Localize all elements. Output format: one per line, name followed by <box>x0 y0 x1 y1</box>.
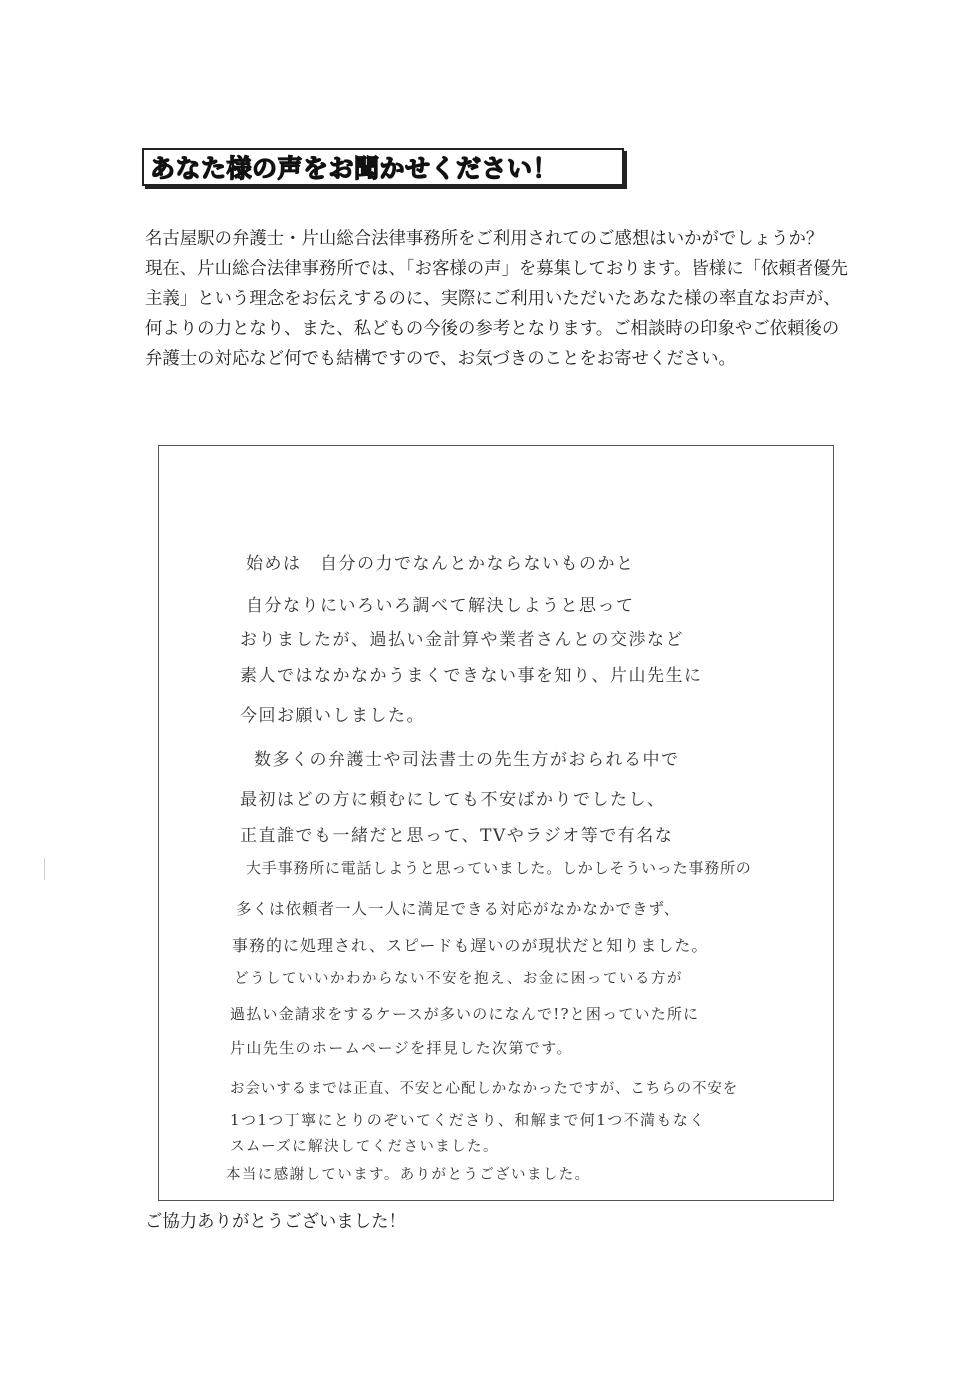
handwritten-line: 大手事務所に電話しようと思っていました。しかしそういった事務所の <box>246 859 752 877</box>
handwritten-line: どうしていいかわからない不安を抱え、お金に困っている方が <box>234 971 683 987</box>
intro-paragraph-2: 現在、片山総合法律事務所では、「お客様の声」を募集しております。皆様に「依頼者優先主義」という理念をお伝えするのに、実際にご利用いただいたあなた様の率直なお声が、何よりの力となり、また、私どもの今後の参考となります。ご相談時の印象やご依頼後の弁護士の対応など何でも結構ですので、お気づきのことをお寄せください。 <box>145 259 848 369</box>
handwritten-line: 自分なりにいろいろ調べて解決しようと思って <box>246 596 635 616</box>
handwritten-line: 事務的に処理され、スピードも遅いのが現状だと知りました。 <box>232 936 709 955</box>
handwritten-line: 多くは依頼者一人一人に満足できる対応がなかなかできず、 <box>236 900 681 918</box>
handwritten-line: おりましたが、過払い金計算や業者さんとの交渉など <box>240 630 684 650</box>
handwritten-line: 過払い金請求をするケースが多いのになんで!?と困っていた所に <box>230 1005 700 1023</box>
intro-text <box>145 224 853 374</box>
page-heading-box <box>142 148 624 186</box>
handwritten-line: 片山先生のホームページを拝見した次第です。 <box>230 1039 573 1057</box>
handwritten-line: 素人ではなかなかうまくできない事を知り、片山先生に <box>240 666 703 686</box>
thank-you-footer: ご協力ありがとうございました！ <box>145 1212 406 1232</box>
handwritten-line: 1つ1つ丁寧にとりのぞいてくださり、和解まで何1つ不満もなく <box>230 1111 706 1129</box>
page-heading: あなた様の声をお聞かせください！ <box>150 154 559 183</box>
handwritten-line: 数多くの弁護士や司法書士の先生方がおられる中で <box>254 750 680 770</box>
handwritten-line: お会いするまでは正直、不安と心配しかなかったですが、こちらの不安を <box>230 1081 739 1097</box>
handwritten-line: 正直誰でも一緒だと思って、TVやラジオ等で有名な <box>240 826 674 846</box>
handwritten-line: スムーズに解決してくださいました。 <box>230 1139 499 1155</box>
scan-artifact <box>44 858 45 880</box>
handwritten-line: 本当に感謝しています。ありがとうございました。 <box>226 1167 591 1183</box>
handwritten-line: 今回お願いしました。 <box>240 706 425 726</box>
handwritten-line: 始めは 自分の力でなんとかならないものかと <box>246 554 635 574</box>
intro-paragraph-1: 名古屋駅の弁護士・片山総合法律事務所をご利用されてのご感想はいかがでしょうか？ <box>145 229 824 249</box>
handwritten-line: 最初はどの方に頼むにしても不安ばかりでしたし、 <box>240 790 666 810</box>
